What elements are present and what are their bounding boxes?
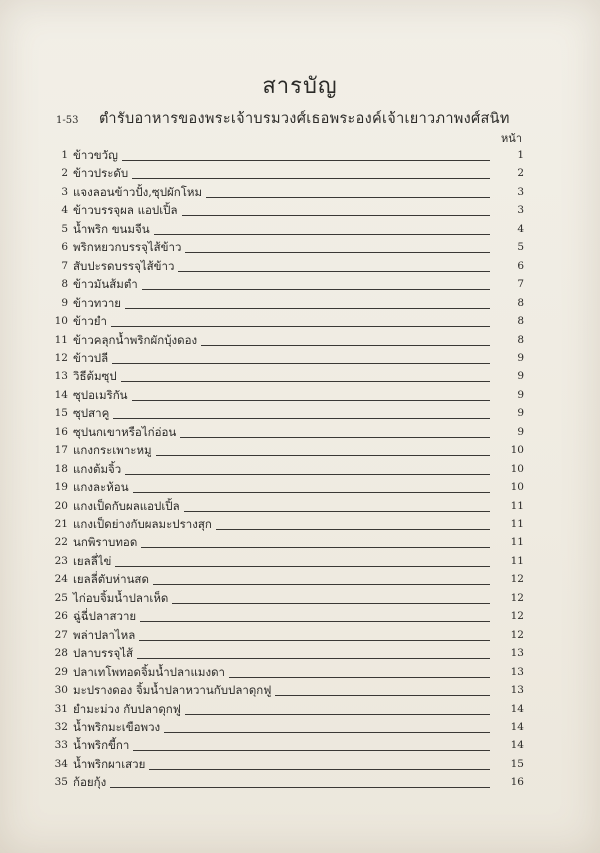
- entry-title: ข้าวยำ: [73, 314, 107, 329]
- entry-title: แกงเป็ดย่างกับผลมะปรางสุก: [73, 517, 212, 531]
- dotted-leader: [112, 363, 490, 364]
- entry-page-number: 13: [510, 647, 524, 660]
- toc-entry: [0, 498, 600, 516]
- toc-entry: [0, 664, 600, 682]
- entry-title: ข้าวบรรจุผล แอปเปิ้ล: [73, 203, 178, 218]
- entry-page-number: 10: [510, 462, 524, 475]
- dotted-leader: [110, 787, 490, 788]
- entry-number: 16: [54, 425, 68, 438]
- dotted-leader: [133, 750, 490, 751]
- entry-number: 27: [54, 628, 68, 641]
- entry-title: แกงเป็ดกับผลแอปเปิ้ล: [73, 498, 180, 513]
- entry-number: 10: [54, 315, 68, 328]
- toc-entry: [0, 774, 600, 792]
- entry-title: น้ำพริกผาเสวย: [73, 756, 146, 771]
- entry-title: น้ำพริกมะเขือพวง: [73, 719, 161, 734]
- toc-entry: [0, 682, 600, 700]
- entry-number: 12: [54, 351, 68, 364]
- entry-number: 29: [54, 665, 68, 678]
- entry-number: 28: [54, 647, 68, 660]
- dotted-leader: [113, 418, 490, 419]
- entry-title: ข้าวคลุกน้ำพริกผักบุ้งดอง: [73, 332, 198, 347]
- entry-page-number: 14: [510, 720, 524, 733]
- toc-entry: [0, 424, 600, 442]
- dotted-leader: [216, 529, 490, 530]
- toc-entry: [0, 165, 600, 183]
- entry-number: 7: [61, 259, 68, 272]
- entry-page-number: 8: [517, 296, 524, 309]
- entry-page-number: 6: [517, 259, 524, 272]
- entry-number: 20: [54, 499, 68, 512]
- entry-page-number: 11: [510, 536, 524, 549]
- toc-entry: [0, 571, 600, 589]
- entry-page-number: 14: [510, 739, 524, 752]
- dotted-leader: [125, 308, 490, 309]
- entry-title: ก้อยกุ้ง: [73, 775, 107, 790]
- page-column-header: หน้า: [501, 132, 522, 145]
- toc-entry: [0, 516, 600, 534]
- toc-entry: [0, 701, 600, 719]
- entry-page-number: 1: [517, 149, 524, 161]
- page-title: สารบัญ: [262, 74, 338, 99]
- entry-number: 8: [61, 278, 68, 291]
- entry-number: 30: [54, 684, 68, 697]
- entry-page-number: 11: [510, 518, 524, 530]
- entry-title: ฉู่ฉี่ปลาสวาย: [73, 609, 137, 624]
- toc-entry: [0, 627, 600, 645]
- entry-page-number: 9: [517, 370, 524, 383]
- entry-number: 11: [54, 333, 68, 346]
- entry-page-number: 3: [517, 185, 524, 198]
- entry-title: ข้าวมันส้มตำ: [73, 277, 138, 292]
- entry-title: ไก่อบจิ้มน้ำปลาเห็ด: [73, 590, 169, 605]
- toc-entry: [0, 239, 600, 257]
- entry-page-number: 8: [517, 315, 524, 328]
- entry-page-number: 9: [517, 407, 524, 420]
- entry-page-number: 13: [510, 684, 524, 697]
- toc-entry: [0, 350, 600, 368]
- dotted-leader: [185, 252, 490, 253]
- toc-entry: [0, 258, 600, 276]
- dotted-leader: [142, 289, 490, 290]
- dotted-leader: [182, 215, 490, 216]
- entry-title: แกงละห้อน: [73, 480, 129, 495]
- toc-entry: [0, 387, 600, 405]
- dotted-leader: [156, 455, 490, 456]
- entry-title: เยลลี่ตับห่านสด: [73, 572, 149, 587]
- entry-title: ข้าวประดับ: [73, 166, 129, 181]
- entry-title: แกงกระเพาะหมู: [73, 443, 152, 458]
- entry-page-number: 2: [517, 167, 524, 180]
- dotted-leader: [133, 492, 490, 493]
- entry-page-number: 4: [517, 222, 524, 235]
- dotted-leader: [140, 621, 490, 622]
- toc-entry: [0, 719, 600, 737]
- dotted-leader: [154, 234, 490, 235]
- entry-title: นกพิราบทอด: [73, 535, 138, 550]
- entry-number: 32: [54, 720, 68, 733]
- dotted-leader: [122, 160, 490, 161]
- entry-number: 5: [61, 222, 68, 235]
- entry-title: ปลาบรรจุไส้: [73, 646, 133, 661]
- entry-number: 19: [54, 481, 68, 494]
- toc-entry: [0, 147, 600, 165]
- toc-entry: [0, 184, 600, 202]
- toc-entry: [0, 405, 600, 423]
- dotted-leader: [172, 603, 490, 604]
- entry-page-number: 11: [510, 499, 524, 512]
- entry-title: สับปะรดบรรจุไส้ข้าว: [73, 258, 175, 273]
- entry-page-number: 9: [517, 425, 524, 438]
- dotted-leader: [141, 547, 490, 548]
- dotted-leader: [178, 271, 490, 272]
- entry-title: ปลาเทโพทอดจิ้มน้ำปลาแมงดา: [73, 664, 226, 679]
- entry-title: ยำมะม่วง กับปลาดุกฟู: [73, 701, 181, 716]
- entry-page-number: 12: [510, 573, 524, 586]
- entry-number: 9: [61, 296, 68, 309]
- dotted-leader: [180, 437, 490, 438]
- dotted-leader: [121, 381, 490, 382]
- toc-entry: [0, 461, 600, 479]
- dotted-leader: [229, 677, 490, 678]
- dotted-leader: [125, 474, 490, 475]
- entry-number: 23: [54, 554, 68, 567]
- toc-entry: [0, 534, 600, 552]
- entry-number: 22: [54, 536, 68, 549]
- dotted-leader: [184, 511, 490, 512]
- entry-number: 14: [54, 388, 68, 401]
- toc-entry: [0, 553, 600, 571]
- entry-title: มะปรางดอง จิ้มน้ำปลาหวานกับปลาดุกฟู: [73, 683, 272, 698]
- entry-page-number: 16: [510, 776, 524, 789]
- entry-number: 33: [54, 739, 68, 752]
- dotted-leader: [115, 566, 490, 567]
- dotted-leader: [139, 640, 490, 641]
- entry-page-number: 9: [517, 351, 524, 364]
- entry-page-number: 13: [510, 665, 524, 678]
- toc-entry: [0, 276, 600, 294]
- toc-entry: [0, 295, 600, 313]
- entry-number: 1: [61, 149, 68, 161]
- entry-page-number: 15: [510, 757, 524, 770]
- entry-number: 34: [54, 757, 68, 770]
- section-subtitle: ตำรับอาหารของพระเจ้าบรมวงศ์เธอพระองค์เจ้าเยาวภาพงศ์สนิท: [99, 111, 510, 127]
- entry-number: 25: [54, 591, 68, 604]
- dotted-leader: [137, 658, 490, 659]
- entry-page-number: 14: [510, 702, 524, 715]
- entry-number: 4: [61, 204, 68, 217]
- entry-number: 21: [54, 518, 68, 530]
- entry-title: น้ำพริก ขนมจีน: [73, 221, 150, 236]
- recipe-range: 1-53: [56, 115, 79, 126]
- dotted-leader: [132, 178, 490, 179]
- entry-page-number: 12: [510, 628, 524, 641]
- entry-title: พล่าปลาไหล: [73, 627, 136, 642]
- entry-title: น้ำพริกขี้กา: [73, 738, 130, 753]
- toc-entry: [0, 221, 600, 239]
- entry-number: 18: [54, 462, 68, 475]
- entry-title: เยลลี่ไข่: [73, 553, 112, 568]
- toc-entry: [0, 608, 600, 626]
- entry-title: ข้าวทวาย: [73, 295, 122, 310]
- entry-page-number: 5: [517, 241, 524, 254]
- dotted-leader: [164, 732, 490, 733]
- dotted-leader: [149, 769, 490, 770]
- entry-number: 35: [54, 776, 68, 789]
- entry-title: พริกหยวกบรรจุไส้ข้าว: [73, 240, 182, 255]
- dotted-leader: [206, 197, 490, 198]
- toc-entry: [0, 332, 600, 350]
- entry-page-number: 12: [510, 610, 524, 623]
- entry-page-number: 8: [517, 333, 524, 346]
- toc-entry: [0, 645, 600, 663]
- entry-page-number: 11: [510, 554, 524, 567]
- toc-entry: [0, 737, 600, 755]
- entry-number: 6: [61, 241, 68, 254]
- toc-entry: [0, 202, 600, 220]
- entry-page-number: 7: [517, 278, 524, 291]
- entry-page-number: 3: [517, 204, 524, 217]
- entry-number: 2: [61, 167, 68, 180]
- toc-entry: [0, 756, 600, 774]
- dotted-leader: [153, 584, 490, 585]
- entry-number: 17: [54, 444, 68, 457]
- entry-title: ซุปสาคู: [73, 406, 110, 421]
- entry-number: 3: [61, 185, 68, 198]
- entry-number: 13: [54, 370, 68, 383]
- entry-title: แจงลอนข้าวปั้ง,ซุปผักโหม: [73, 184, 203, 199]
- dotted-leader: [201, 345, 490, 346]
- entry-title: แกงต้มจิ้ว: [73, 461, 122, 476]
- entry-title: ข้าวปลี: [73, 350, 109, 365]
- toc-entry: [0, 590, 600, 608]
- entry-number: 15: [54, 407, 68, 420]
- toc-entry: [0, 313, 600, 331]
- entry-title: ซุปอเมริกัน: [73, 387, 128, 402]
- entry-title: ข้าวขวัญ: [73, 148, 118, 162]
- dotted-leader: [185, 714, 490, 715]
- entry-title: วิธีต้มซุป: [73, 369, 117, 384]
- entry-page-number: 12: [510, 591, 524, 604]
- entry-title: ซุปนกเขาหรือไก่อ่อน: [73, 424, 177, 439]
- entry-page-number: 10: [510, 481, 524, 494]
- entry-page-number: 10: [510, 444, 524, 457]
- toc-entry: [0, 368, 600, 386]
- entry-number: 24: [54, 573, 68, 586]
- entry-page-number: 9: [517, 388, 524, 401]
- dotted-leader: [275, 695, 490, 696]
- dotted-leader: [132, 400, 490, 401]
- entry-number: 31: [54, 702, 68, 715]
- toc-entry: [0, 479, 600, 497]
- toc-entry: [0, 442, 600, 460]
- dotted-leader: [111, 326, 490, 327]
- entry-number: 26: [54, 610, 68, 623]
